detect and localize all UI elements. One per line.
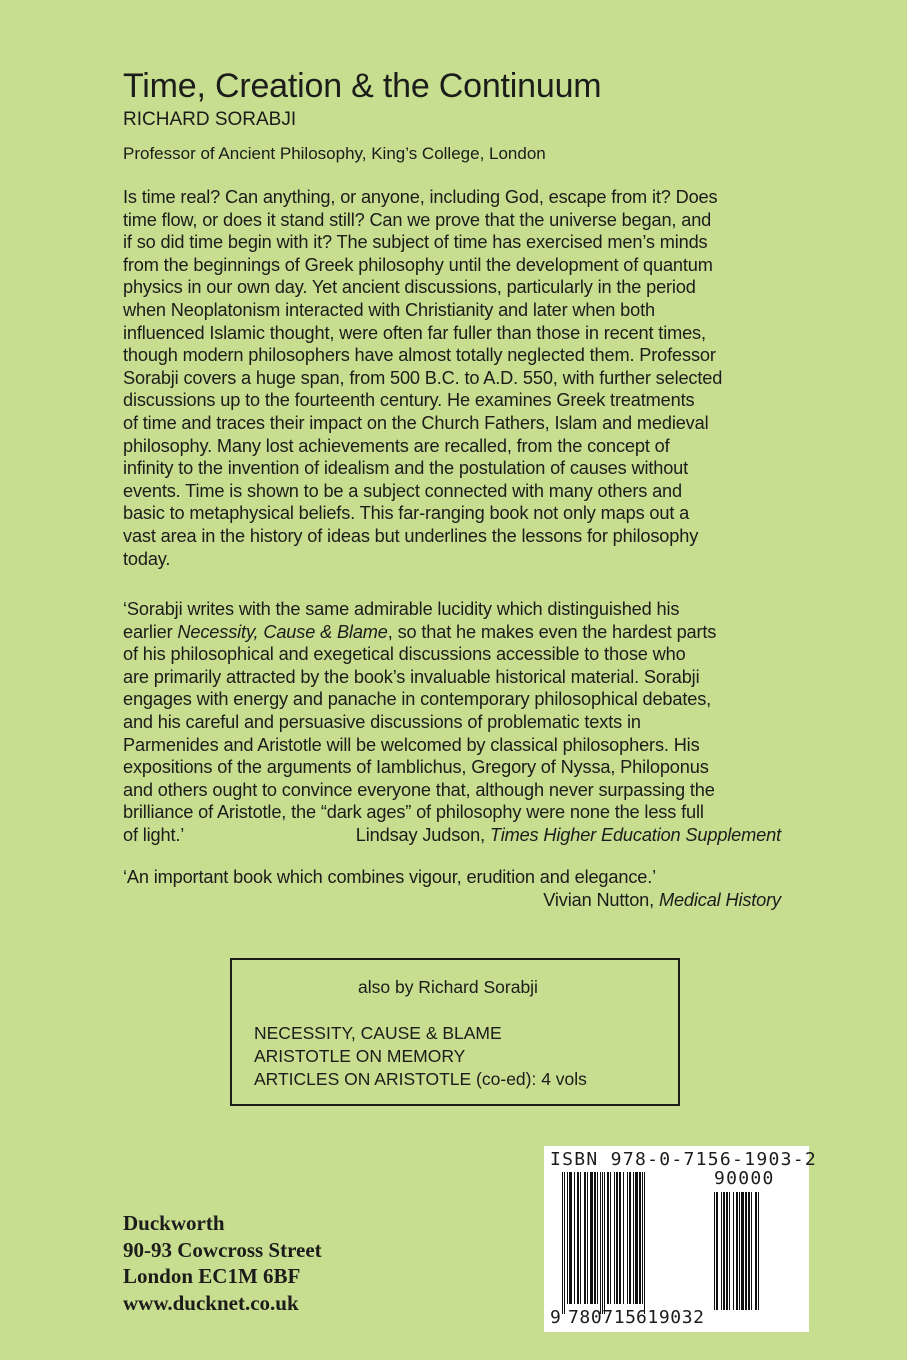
book-description [123, 186, 793, 570]
review-line: ‘Sorabji writes with the same admirable lucidity which distinguished his [123, 599, 680, 619]
description-line: though modern philosophers have almost totally neglected them. Professor [123, 345, 716, 366]
review-source: Times Higher Education Supplement [489, 824, 781, 845]
reviewer-name: Vivian Nutton, [543, 890, 659, 910]
review-line: and his careful and persuasive discussions of problematic texts in [123, 711, 641, 732]
review-line: and others ought to convince everyone that, although never surpassing the [123, 779, 715, 800]
description-line: from the beginnings of Greek philosophy until the development of quantum [123, 254, 713, 275]
isbn-barcode [544, 1146, 818, 1332]
review-last-line [123, 824, 793, 847]
cited-book-title: Necessity, Cause & Blame [177, 621, 388, 642]
description-line: today. [123, 548, 171, 569]
barcode-bar [729, 1192, 730, 1310]
review-line: brilliance of Aristotle, the “dark ages” of philosophy were none the less full [123, 802, 704, 823]
author-name: RICHARD SORABJI [123, 109, 297, 130]
barcode-bar [602, 1172, 603, 1314]
publisher-info [123, 1210, 322, 1316]
book-title: Time, Creation & the Continuum [123, 67, 602, 105]
barcode-digits-left: 780715 [568, 1307, 637, 1328]
barcode-bar [633, 1172, 634, 1304]
barcode-bar [745, 1192, 747, 1310]
barcode-bar [639, 1172, 641, 1304]
barcode-bar [580, 1172, 581, 1304]
reviewer-name: Lindsay Judson, [355, 824, 490, 845]
description-line: discussions up to the fourteenth century. He examines Greek treatments [123, 390, 695, 411]
review-source: Medical History [658, 890, 781, 910]
barcode-bar [607, 1172, 609, 1304]
barcode-bar [736, 1192, 738, 1310]
description-line: influenced Islamic thought, were often far fuller than those in recent times, [123, 322, 706, 343]
barcode-bar [751, 1192, 752, 1310]
description-line: physics in our own day. Yet ancient discussions, particularly in the period [123, 277, 696, 298]
barcode-bar [584, 1172, 586, 1304]
description-line: basic to metaphysical beliefs. This far-ranging book not only maps out a [123, 503, 690, 524]
review-attribution [123, 889, 781, 912]
review-line: of his philosophical and exegetical discussions accessible to those who [123, 644, 686, 665]
barcode-bar [619, 1172, 621, 1304]
description-line: events. Time is shown to be a subject connected with many others and [123, 480, 682, 501]
barcode-bar [716, 1192, 718, 1310]
publisher-name: Duckworth [123, 1211, 225, 1235]
publisher-city: London EC1M 6BF [123, 1264, 301, 1288]
barcode-addon-bars [714, 1192, 796, 1316]
barcode-bar [597, 1172, 598, 1304]
review-line: ‘An important book which combines vigour, erudition and elegance.’ [123, 867, 657, 887]
barcode-bar [569, 1172, 572, 1304]
barcode-bar [714, 1192, 715, 1310]
isbn-text: ISBN 978-0-7156-1903-2 [550, 1149, 818, 1170]
description-line: infinity to the invention of idealism and the postulation of causes without [123, 458, 689, 479]
barcode-bar [567, 1172, 568, 1304]
barcode-bar [755, 1192, 757, 1310]
barcode-bar [739, 1192, 740, 1310]
review-line: Parmenides and Aristotle will be welcomed by classical philosophers. His [123, 734, 700, 755]
review-text: earlier [123, 621, 178, 642]
barcode-bar [635, 1172, 638, 1304]
barcode-bars [562, 1172, 708, 1316]
barcode-bar [594, 1172, 596, 1304]
review-text: , so that he makes even the hardest parts [387, 621, 717, 642]
barcode-bar [564, 1172, 565, 1314]
barcode-bar [723, 1192, 725, 1310]
description-line: if so did time begin with it? The subject of time has exercised men’s minds [123, 232, 708, 253]
review-line: are primarily attracted by the book’s invaluable historical material. Sorabji [123, 666, 700, 687]
description-line: Is time real? Can anything, or anyone, including God, escape from it? Does [123, 187, 718, 207]
barcode-digit-first: 9 [550, 1307, 562, 1328]
also-by-box [230, 958, 680, 1106]
barcode-bar [642, 1172, 643, 1304]
barcode-bar [726, 1192, 728, 1310]
barcode-bar [758, 1192, 759, 1310]
list-item: ARISTOTLE ON MEMORY [254, 1046, 466, 1066]
description-line: Sorabji covers a huge span, from 500 B.C. to A.D. 550, with further selected [123, 367, 723, 388]
description-line: of time and traces their impact on the Church Fathers, Islam and medieval [123, 412, 709, 433]
review-line: expositions of the arguments of Iamblichus, Gregory of Nyssa, Philoponus [123, 757, 709, 778]
publisher-website: www.ducknet.co.uk [123, 1290, 299, 1315]
barcode-bar [614, 1172, 615, 1304]
also-by-heading: also by Richard Sorabji [358, 977, 538, 997]
barcode-bar [644, 1172, 645, 1314]
description-line: vast area in the history of ideas but underlines the lessons for philosophy [123, 525, 699, 546]
barcode-digits-right: 619032 [636, 1307, 705, 1328]
barcode-bar [574, 1172, 575, 1304]
review-line [123, 621, 793, 644]
barcode-bar [600, 1172, 601, 1314]
description-line: time flow, or does it stand still? Can we prove that the universe began, and [123, 209, 712, 230]
barcode-bar [741, 1192, 744, 1310]
barcode-bar [733, 1192, 734, 1310]
list-item: ARTICLES ON ARISTOTLE (co-ed): 4 vols [254, 1069, 587, 1089]
barcode-bar [577, 1172, 579, 1304]
barcode-bar [610, 1172, 611, 1304]
barcode-bar [562, 1172, 563, 1314]
review-text: of light.’ [123, 824, 185, 845]
barcode-bar [590, 1172, 593, 1304]
description-line: when Neoplatonism interacted with Christianity and later when both [123, 299, 655, 320]
barcode-bar [748, 1192, 750, 1310]
barcode-bar [616, 1172, 618, 1304]
barcode-bar [629, 1172, 631, 1304]
barcode-bar [604, 1172, 605, 1314]
review-line: engages with energy and panache in contemporary philosophical debates, [123, 689, 712, 710]
review-quote-judson [123, 598, 793, 847]
barcode-bar [721, 1192, 722, 1310]
barcode-bar [587, 1172, 588, 1304]
barcode-bar [623, 1172, 624, 1304]
list-item: NECESSITY, CAUSE & BLAME [254, 1023, 502, 1043]
also-by-list [254, 1022, 587, 1091]
publisher-street: 90-93 Cowcross Street [123, 1237, 322, 1262]
barcode-bar [627, 1172, 628, 1304]
review-quote-nutton [123, 866, 781, 912]
price-addon-text: 90000 [714, 1168, 775, 1189]
review-attribution [356, 824, 781, 847]
description-line: philosophy. Many lost achievements are recalled, from the concept of [123, 435, 670, 456]
author-affiliation: Professor of Ancient Philosophy, King’s College, London [123, 144, 546, 163]
